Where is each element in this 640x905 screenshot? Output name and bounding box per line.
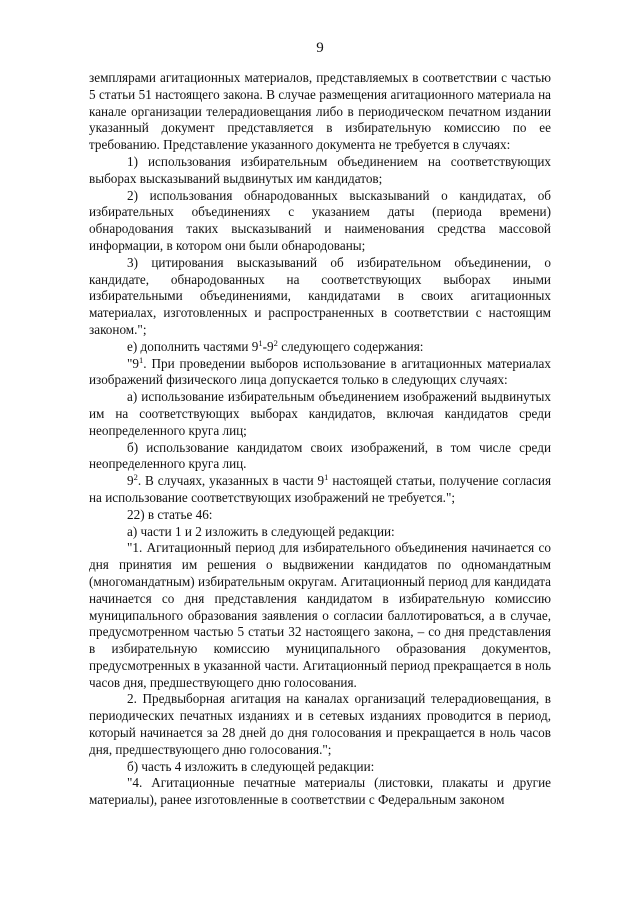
- document-body: [89, 70, 555, 809]
- list-item-b: б) использование кандидатом своих изображений, в том числе среди неопределенного круга лиц.: [89, 439, 551, 472]
- list-item-a-intro: а) части 1 и 2 изложить в следующей редакции:: [127, 523, 395, 539]
- list-item-3: 3) цитирования высказываний об избирательном объединении, о кандидате, обнародованных на соответствующих выборах иными избирательными объединениями, кандидатами в своих агитационных материалах, изготовленных и распространенных в соответствии с настоящим законом.";: [89, 254, 551, 337]
- list-item-2: 2) использования обнародованных высказываний о кандидатах, об избирательных объединениях с указанием даты (периода времени) обнародования таких высказываний и наименования средства массовой информации, в котором они были обнародованы;: [89, 187, 551, 253]
- paragraph-part-9-1-prefix: "9: [127, 355, 139, 371]
- superscript: 2: [273, 337, 278, 348]
- paragraph-part-9-1-text: . При проведении выборов использование в агитационных материалах изображений физического лица допускается только в следующих случаях:: [89, 355, 551, 388]
- paragraph-part-9-2: [89, 472, 555, 507]
- item-22-heading: 22) в статье 46:: [127, 506, 213, 522]
- list-item-1: 1) использования избирательным объединением на соответствующих выборах высказываний выдвинутых им кандидатов;: [89, 153, 551, 186]
- superscript: 2: [133, 472, 138, 483]
- paragraph-part-9-2-text-b: настоящей статьи, получение согласия на использование соответствующих изображений не требуется.";: [89, 473, 555, 505]
- list-item-a: а) использование избирательным объединением изображений выдвинутых им на соответствующих выборах кандидатов, включая кандидатов среди неопределенного круга лиц;: [89, 389, 551, 438]
- paragraph-part-4: "4. Агитационные печатные материалы (листовки, плакаты и другие материалы), ранее изготовленные в соответствии с Федеральным законом: [89, 775, 551, 808]
- paragraph-part-9-1: [89, 356, 551, 390]
- paragraph-part-1: "1. Агитационный период для избирательного объединения начинается со дня принятия им решения о выдвижении кандидатов по одномандатным (многомандатным) избирательным округам. Агитационный период для кандидата начинается со дня представления кандидатом в избирательную комиссию муниципального образования заявления о согласии баллотироваться, а в случае, предусмотренном частью 5 статьи 32 настоящего закона, – со дня представления в избирательную комиссию муниципального образования документов, предусмотренных в указанной части. Агитационный период прекращается в ноль часов дня, предшествующего дню голосования.: [89, 540, 551, 690]
- paragraph-part-9-2-text-a: . В случаях, указанных в части 9: [137, 473, 325, 489]
- paragraph-part-9-2-prefix: 9: [127, 473, 134, 489]
- superscript: 1: [138, 354, 144, 365]
- superscript: 1: [258, 337, 263, 348]
- paragraph-amendment-e-text-a: е) дополнить частями 9: [127, 338, 259, 354]
- page-number: 9: [316, 40, 324, 56]
- paragraph-continuation: земплярами агитационных материалов, представляемых в соответствии с частью 5 статьи 51 настоящего закона. В случае размещения агитационного материала на канале организации телерадиовещания либо в периодическом печатном издании указанный документ представляется в избирательную комиссию по ее требованию. Представление указанного документа не требуется в случаях:: [89, 70, 551, 153]
- superscript: 1: [324, 472, 329, 483]
- paragraph-amendment-e-text-c: следующего содержания:: [277, 338, 424, 354]
- paragraph-amendment-e: [89, 339, 551, 356]
- list-item-b-intro: б) часть 4 изложить в следующей редакции:: [127, 758, 375, 774]
- paragraph-part-2: 2. Предвыборная агитация на каналах организаций телерадиовещания, в периодических печатных изданиях и в сетевых изданиях проводится в период, который начинается за 28 дней до дня голосования и прекращается в ноль часов дня, предшествующего дню голосования.";: [89, 691, 551, 757]
- paragraph-amendment-e-text-b: -9: [262, 338, 274, 354]
